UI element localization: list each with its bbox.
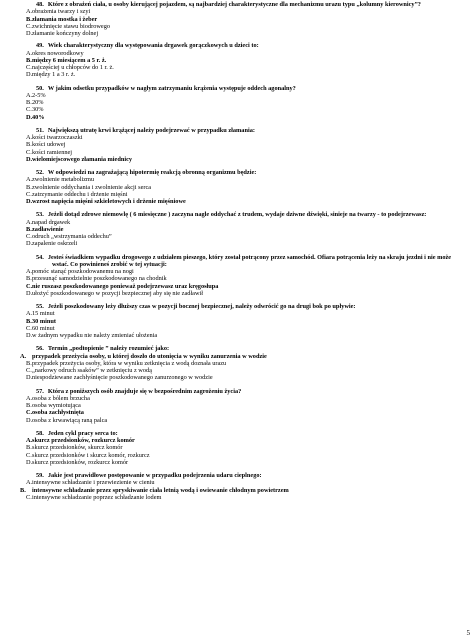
answer-letter: B. (26, 225, 32, 233)
answer-option (26, 360, 468, 367)
answer-text: 2-5% (32, 91, 46, 99)
answer-option (26, 240, 468, 247)
answer-text: kości ramiennej (32, 148, 73, 156)
answer-letter: A. (26, 394, 33, 402)
question-57 (26, 388, 468, 424)
answer-letter: C. (26, 324, 32, 332)
answer-letter: D. (26, 155, 33, 163)
answer-option (26, 30, 468, 37)
answer-letter: C. (26, 451, 32, 459)
answer-text: najczęściej u chłopców do 1 r. ż. (32, 64, 114, 71)
question-48 (26, 1, 468, 37)
question-prompt: Jesteś świadkiem wypadku drogowego z udziałem pieszego, który został potrącony przez samochód. Ofiara potrącenia leży na skraju jezdni i nie może wstać. Co powinieneś zrobić w tej sytuacji: (47, 253, 452, 268)
answer-text: niespodziewane zachłyśnięcie poszkodowanego zanurzonego w wodzie (32, 374, 213, 382)
answer-option-correct (20, 352, 468, 360)
answer-text: osoba z bólem brzucha (32, 394, 90, 402)
answer-letter: A. (26, 268, 33, 275)
answer-option (26, 402, 468, 409)
answer-text: zwolnienie metabolizmu (32, 176, 95, 184)
answer-text: „narkowy odruch ssaków” w zetknięciu z wodą (32, 367, 152, 374)
answer-text: między 1 a 3 r. ż. (32, 71, 76, 79)
question-text (26, 303, 468, 310)
answer-letter: D. (26, 71, 33, 79)
question-prompt: Największą utratę krwi krążącej należy podejrzewać w przypadku złamania: (47, 126, 255, 134)
answer-letter: B. (26, 359, 32, 367)
answer-text: intensywne schładzanie poprzez schładzanie lodem (32, 493, 162, 501)
answer-letter: D. (26, 289, 33, 297)
answer-letter: C. (26, 106, 32, 114)
answer-option-correct (26, 283, 468, 290)
answer-option (26, 191, 468, 198)
question-number: 54. (36, 253, 44, 261)
answer-letter: B. (26, 56, 32, 64)
answer-letter: D. (26, 113, 33, 121)
answer-text: zadławienie (32, 225, 64, 233)
answer-option (26, 71, 468, 78)
answer-text: zapalenie oskrzeli (32, 240, 78, 248)
answer-letter: B. (26, 183, 32, 191)
question-text (26, 430, 468, 437)
question-58 (26, 430, 468, 466)
question-number: 49. (36, 42, 44, 50)
answer-option (26, 219, 468, 226)
question-number: 48. (36, 1, 44, 8)
answer-text: osoba zachłystnięta (32, 409, 84, 417)
question-54 (26, 254, 468, 298)
answer-letter: D. (26, 30, 33, 37)
answer-option (26, 23, 468, 30)
question-number: 50. (36, 84, 44, 92)
answer-letter: B. (26, 15, 32, 23)
question-number: 56. (36, 345, 44, 353)
answer-text: 40% (32, 113, 45, 121)
answer-text: zwolnienie oddychania i zwolnienie akcji serca (32, 183, 152, 191)
answer-option (26, 290, 468, 297)
question-49 (26, 42, 468, 78)
question-prompt: Jakie jest prawidłowe postępowanie w przypadku podejrzenia udaru cieplnego: (47, 472, 262, 479)
question-text (26, 345, 468, 352)
answer-option (26, 374, 468, 381)
question-prompt: Która z poniższych osób znajduje się w bezpośrednim zagrożeniu życia? (47, 387, 242, 395)
answer-option (26, 395, 468, 402)
answer-letter: C. (26, 409, 33, 417)
question-prompt: Jeżeli poszkodowany leży dłuższy czas w pozycji bocznej bezpiecznej, należy odwrócić go na drugi bok po upływie: (47, 303, 356, 310)
answer-letter: A. (26, 310, 33, 318)
answer-letter: B. (26, 317, 32, 325)
answer-text: 60 minut (32, 324, 55, 332)
answer-text: w żadnym wypadku nie należy zmieniać ułożenia (32, 332, 158, 339)
answer-option (26, 176, 468, 183)
answer-text: okres noworodkowy (32, 49, 84, 57)
answer-letter: C. (26, 367, 32, 374)
answer-option-correct (26, 437, 468, 444)
answer-option-correct (26, 409, 468, 416)
question-prompt: W jakim odsetku przypadków w nagłym zatrzymaniu krążenia występuje oddech agonalny? (47, 84, 296, 92)
question-prompt: W odpowiedzi na zagrażającą hipotermię reakcją obronną organizmu będzie: (47, 169, 257, 176)
answer-letter: B. (26, 275, 32, 283)
question-text (26, 1, 468, 8)
question-text (26, 85, 468, 92)
answer-letter: A. (26, 218, 33, 226)
question-number: 59. (36, 472, 44, 479)
answer-option (26, 310, 468, 317)
answer-text: intensywne schładzanie i przewiezienie w cieniu (32, 479, 155, 487)
question-52 (26, 169, 468, 205)
answer-option (26, 50, 468, 57)
question-number: 55. (36, 303, 44, 310)
page-number: 5 (466, 629, 470, 637)
answer-letter: C. (26, 64, 32, 71)
answer-letter: C. (26, 493, 32, 501)
answer-option (26, 452, 468, 459)
answer-text: napad drgawek (32, 218, 71, 226)
question-59 (20, 472, 468, 501)
answer-text: kości udowej (32, 141, 66, 149)
answer-option-correct (26, 226, 468, 233)
answer-option (26, 64, 468, 71)
answer-text: odruch „wstrzymania oddechu” (32, 233, 112, 240)
question-text (26, 211, 468, 218)
answer-text: złamanie kończyny dolnej (32, 30, 99, 37)
answer-text: skurcz przedsionków, skurcz komór (32, 444, 123, 452)
answer-option (26, 92, 468, 99)
answer-letter: C. (26, 233, 32, 240)
question-number: 57. (36, 387, 44, 395)
answer-option (26, 332, 468, 339)
question-prompt: Jeden cykl pracy serca to: (47, 429, 118, 437)
answer-text: skurcz przedsionków i skurcz komór, rozkurcz (32, 451, 150, 459)
question-number: 52. (36, 169, 44, 176)
answer-option-correct (26, 114, 468, 121)
answer-option (26, 444, 468, 451)
answer-text: pomóc stanąć poszkodowanemu na nogi (32, 268, 134, 275)
answer-option (26, 184, 468, 191)
question-prompt: Jeżeli dotąd zdrowe niemowlę ( 6 miesięczne ) zaczyna nagle oddychać z trudem, wydaje dziwne dźwięki, sinieje na twarzy - to podejrzewasz: (47, 211, 427, 219)
question-prompt: Termin „podtopienie ” należy rozumieć jako: (47, 345, 170, 353)
answer-letter: B. (26, 99, 32, 106)
answer-option (26, 325, 468, 332)
answer-option (26, 367, 468, 374)
answer-option (26, 417, 468, 424)
answer-letter: A. (26, 479, 33, 487)
question-51 (26, 127, 468, 163)
answer-text: przypadek przeżycia osoby, która w wyniku zetknięcia z wodą doznała urazu (32, 359, 227, 367)
answer-letter: D. (26, 458, 33, 466)
answer-option (26, 8, 468, 15)
question-50 (26, 85, 468, 121)
answer-letter: A. (26, 8, 33, 16)
answer-text: zwichnięcie stawu biodrowego (32, 22, 110, 30)
answer-option (26, 99, 468, 106)
answer-option-correct (26, 318, 468, 325)
answer-text: wzrost napięcia mięśni szkieletowych i drżenie mięśniowe (32, 198, 186, 205)
answer-letter: B. (26, 444, 32, 452)
answer-option (26, 149, 468, 156)
answer-option-correct (26, 16, 468, 23)
answer-letter: B. (26, 141, 32, 149)
question-text (26, 42, 468, 49)
answer-text: 15 minut (32, 310, 55, 318)
question-55 (26, 303, 468, 339)
question-prompt: Które z obrażeń ciała, u osoby kierującej pojazdem, są najbardziej charakterystyczne dla mechanizmu urazu typu „kolumny kierownicy”? (47, 1, 421, 8)
question-number: 58. (36, 429, 44, 437)
answer-option-correct (20, 486, 468, 494)
question-53 (26, 211, 468, 247)
answer-letter: D. (26, 198, 33, 205)
answer-text: przypadek przeżycia osoby, u której doszło do utonięcia w wyniku zanurzenia w wodzie (32, 352, 267, 360)
question-text (26, 127, 468, 134)
question-list (20, 1, 468, 501)
answer-text: przesunąć samodzielnie poszkodowanego na chodnik (32, 275, 167, 283)
question-text (26, 472, 468, 479)
answer-letter: C. (26, 282, 33, 290)
answer-text: ułożyć poszkodowanego w pozycji bezpiecznej aby się nie zadławił (32, 289, 203, 297)
answer-option (26, 134, 468, 141)
answer-text: zatrzymanie oddechu i drżenie mięśni (32, 190, 128, 198)
answer-option (26, 275, 468, 282)
answer-option-correct (26, 57, 468, 64)
answer-option (26, 233, 468, 240)
answer-letter: A. (26, 134, 33, 141)
answer-text: intensywne schładzanie przez spryskiwanie ciała letnią wodą i owiewanie chłodnym powietrzem (32, 486, 289, 494)
answer-letter: D. (26, 374, 33, 382)
answer-text: złamania mostka i żeber (32, 15, 98, 23)
answer-option (26, 479, 468, 486)
answer-letter: D. (26, 240, 33, 248)
answer-option-correct (26, 198, 468, 205)
answer-letter: B. (26, 402, 32, 409)
answer-letter: D. (26, 416, 33, 424)
answer-letter: C. (26, 148, 32, 156)
answer-letter: A. (26, 49, 33, 57)
question-text (26, 169, 468, 176)
answer-text: osoba wymiotująca (32, 402, 81, 409)
answer-text: nie ruszasz poszkodowanego ponieważ podejrzewasz uraz kręgosłupa (32, 282, 219, 290)
answer-letter: B. (20, 486, 26, 494)
answer-letter: A. (26, 91, 33, 99)
answer-letter: A. (20, 352, 27, 360)
answer-letter: C. (26, 190, 32, 198)
answer-option-correct (26, 156, 468, 163)
answer-letter: A. (26, 437, 33, 444)
answer-letter: A. (26, 176, 33, 184)
answer-text: obrażenia twarzy i szyi (32, 8, 91, 16)
answer-letter: C. (26, 22, 32, 30)
answer-option (26, 459, 468, 466)
answer-text: osoba z krwawiącą raną palca (32, 416, 108, 424)
answer-option (26, 268, 468, 275)
question-text (26, 388, 468, 395)
answer-text: skurcz przedsionków, rozkurcz komór (32, 437, 135, 444)
answer-text: wielomiejscowego złamania miednicy (32, 155, 133, 163)
question-56 (20, 345, 468, 382)
answer-letter: D. (26, 332, 33, 339)
answer-text: między 6 miesiącem a 5 r. ż. (32, 56, 107, 64)
answer-text: 20% (32, 99, 44, 106)
answer-text: skurcz przedsionków, rozkurcz komór (32, 458, 129, 466)
answer-text: 30% (32, 106, 44, 114)
answer-option (26, 494, 468, 501)
question-number: 51. (36, 126, 44, 134)
answer-option (26, 141, 468, 148)
answer-text: 30 minut (32, 317, 56, 325)
question-number: 53. (36, 211, 44, 219)
question-prompt: Wiek charakterystyczny dla występowania drgawek gorączkowych u dzieci to: (47, 42, 259, 50)
answer-option (26, 106, 468, 113)
question-text (26, 254, 468, 269)
answer-text: kości twarzoczaszki (32, 134, 83, 141)
